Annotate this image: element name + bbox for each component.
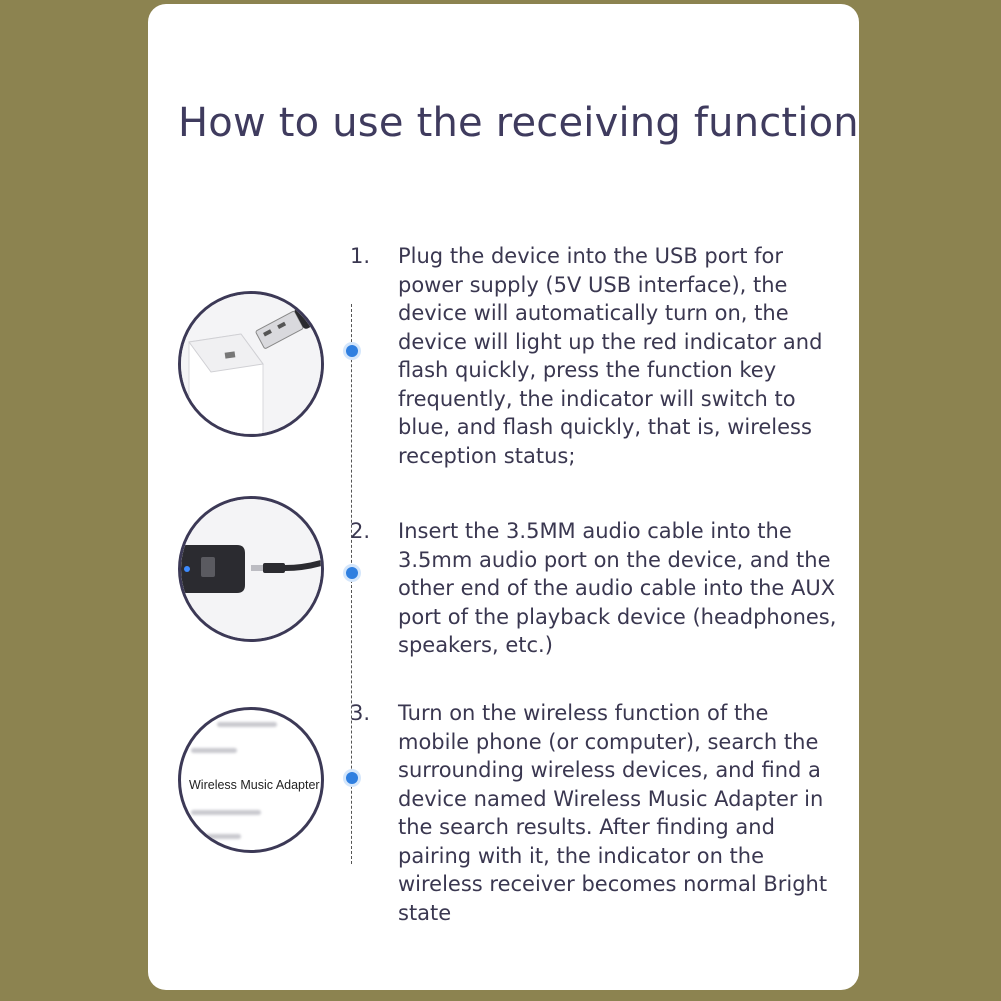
blurred-list-item: [191, 748, 237, 753]
step-number: 2.: [350, 519, 371, 543]
step-text: Plug the device into the USB port for power supply (5V USB interface), the device will automatically turn on, the device will light up the red indicator and flash quickly, press the function key frequently, the indicator will switch to blue, and flash quickly, that is, wireless reception status;: [398, 244, 823, 468]
blurred-list-item: [191, 834, 241, 839]
step-number: 1.: [350, 244, 371, 268]
instruction-card: [148, 4, 859, 990]
blurred-list-item: [217, 722, 277, 727]
step-text: Insert the 3.5MM audio cable into the 3.5mm audio port on the device, and the other end of the audio cable into the AUX port of the playback device (headphones, speakers, etc.): [398, 519, 837, 657]
usb-power-adapter-icon: [178, 291, 324, 437]
step-3: [350, 699, 844, 927]
timeline-dot: [346, 345, 358, 357]
timeline-dot: [346, 567, 358, 579]
timeline-dot: [346, 772, 358, 784]
step-number: 3.: [350, 701, 371, 725]
step-1: [350, 242, 844, 470]
blurred-list-item: [191, 810, 261, 815]
step-text: Turn on the wireless function of the mobile phone (or computer), search the surrounding wireless devices, and find a device named Wireless Music Adapter in the search results. After finding and pairing with it, the indicator on the wireless receiver becomes normal Bright state: [398, 701, 828, 925]
device-name-label: Wireless Music Adapter: [189, 778, 320, 792]
page-title: How to use the receiving function: [178, 100, 859, 146]
device-list-icon: [178, 707, 324, 853]
audio-jack-icon: [178, 496, 324, 642]
step-2: [350, 517, 844, 660]
